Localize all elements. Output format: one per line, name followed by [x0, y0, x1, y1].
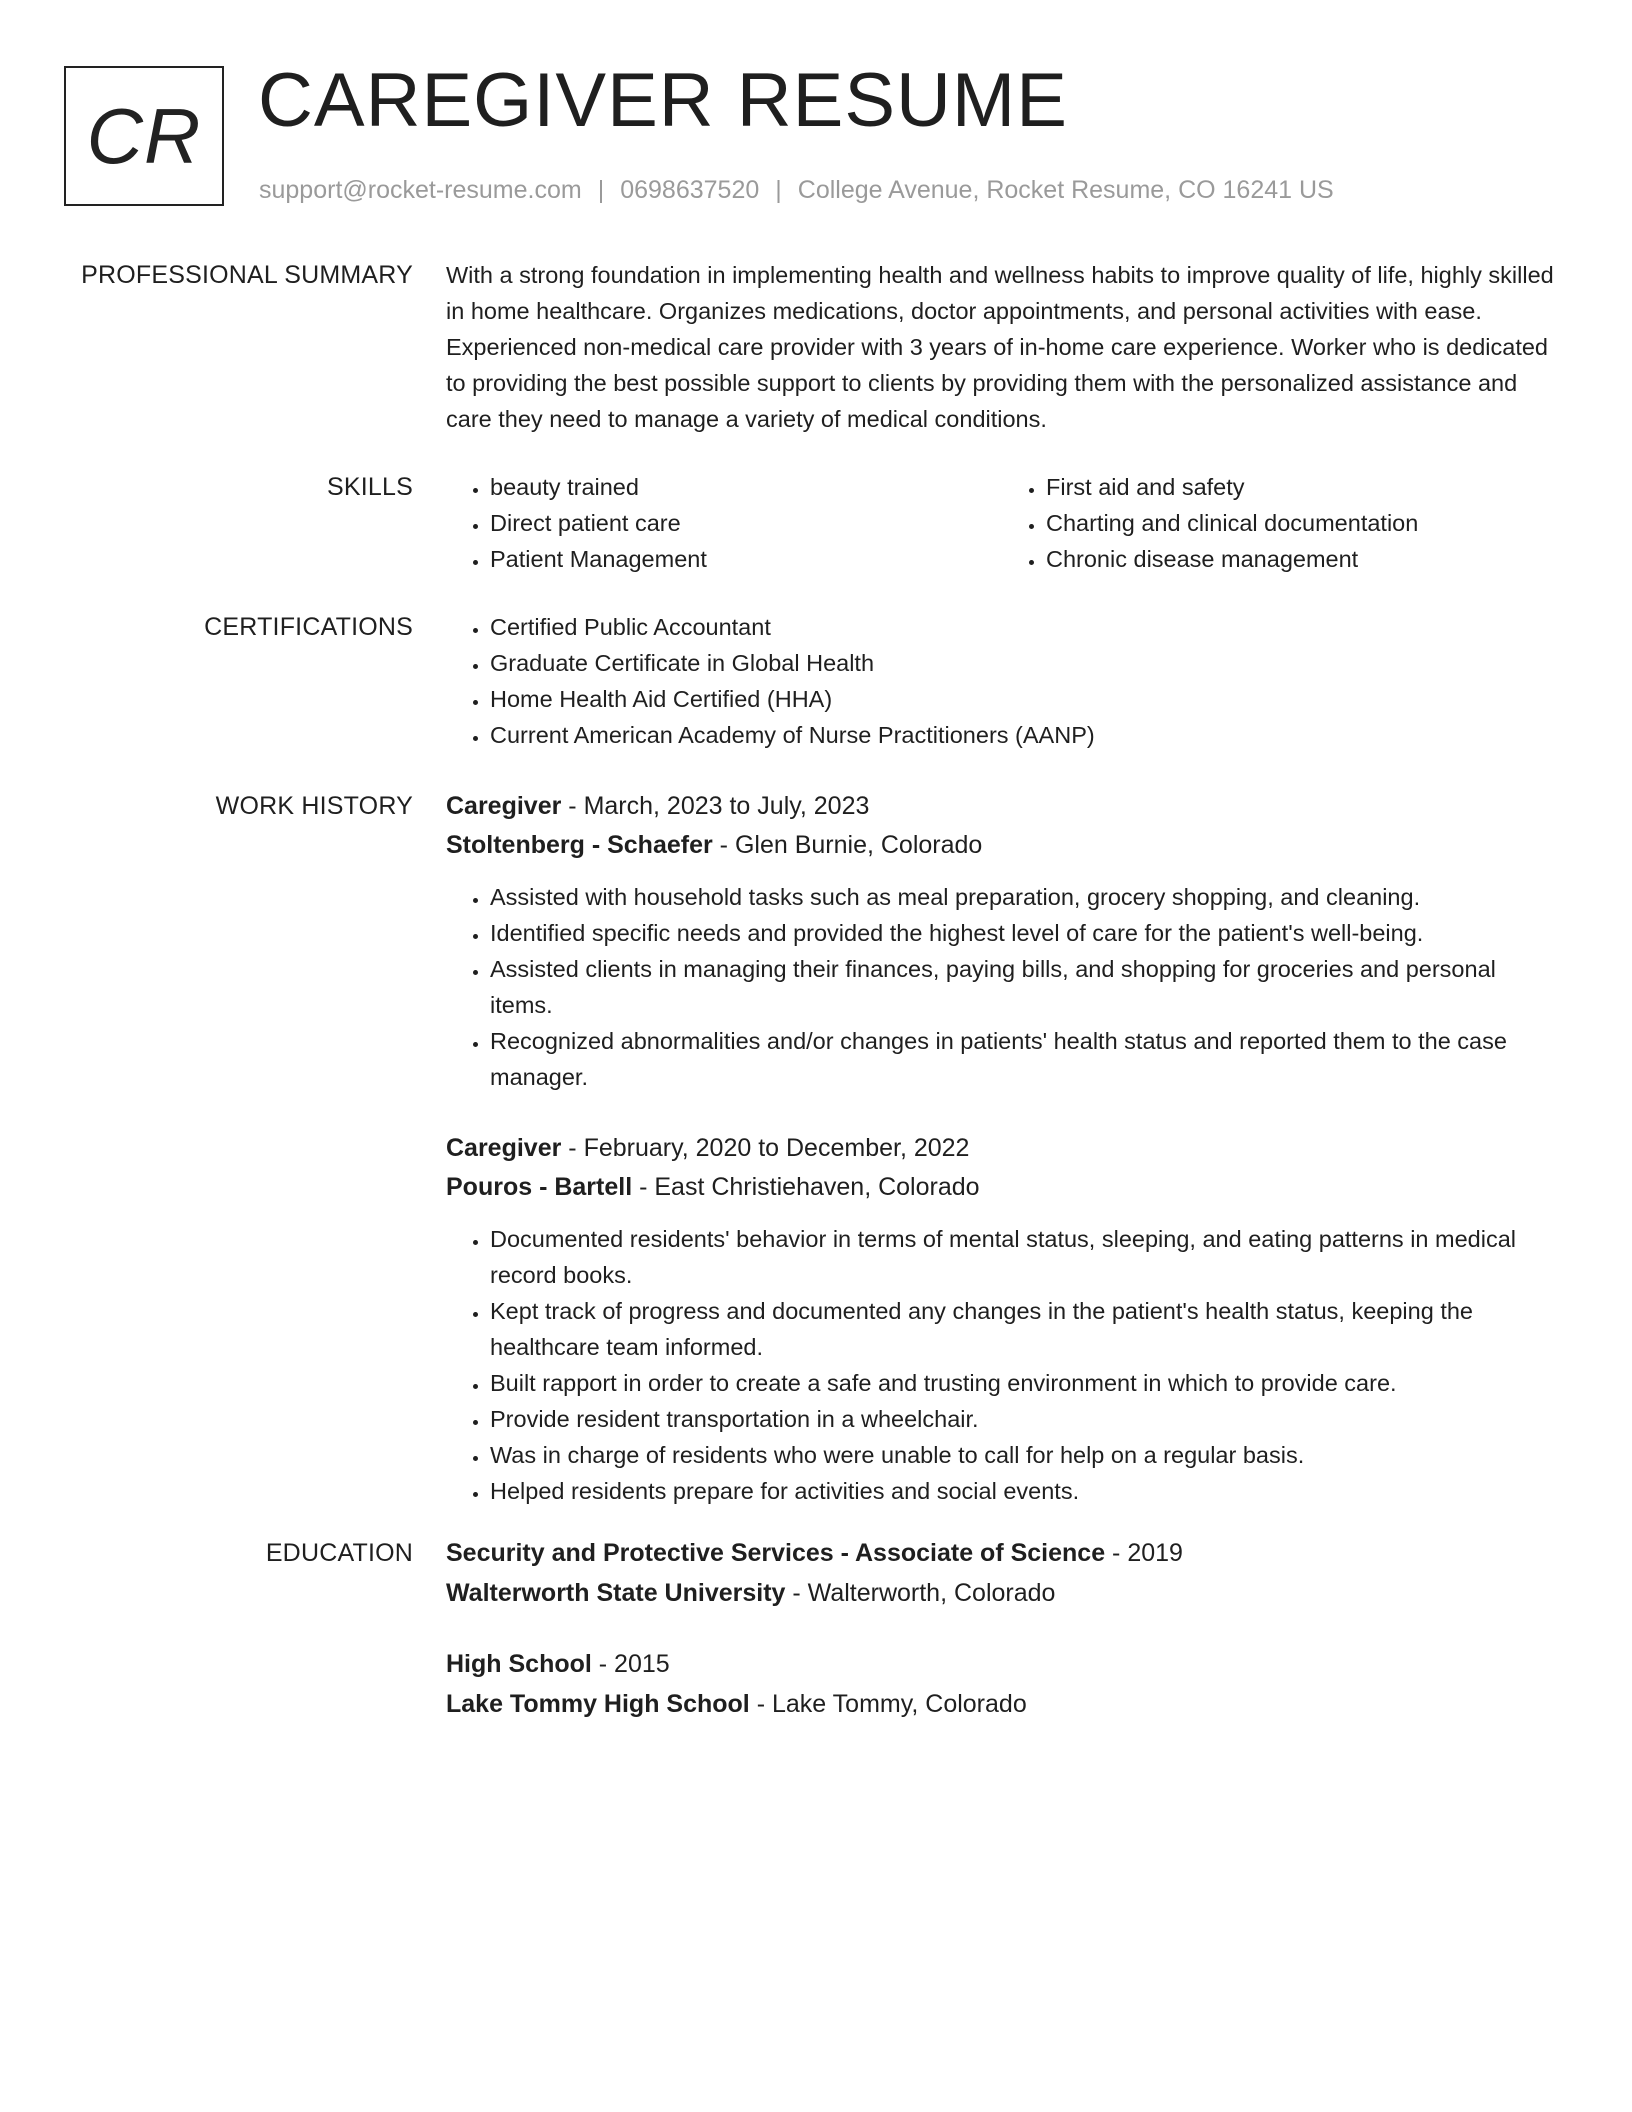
education-location: Lake Tommy, Colorado [771, 1690, 1027, 1718]
skill-item: • beauty trained [490, 469, 1002, 505]
education-entry [446, 1533, 1558, 1613]
job-bullet: • Provide resident transportation in a wheelchair. [490, 1401, 1558, 1437]
contact-address: College Avenue, Rocket Resume, CO 16241 US [797, 176, 1334, 204]
contact-separator: | [775, 176, 782, 204]
job-company: Stoltenberg - Schaefer [446, 831, 713, 859]
summary-label: PROFESSIONAL SUMMARY [81, 261, 413, 289]
education-school-line: Lake Tommy High School - Lake Tommy, Colorado [446, 1690, 1027, 1718]
job-bullets [446, 1221, 1558, 1509]
skills-list-left [446, 469, 1002, 577]
summary-body [446, 257, 1558, 437]
education-year: 2019 [1127, 1539, 1183, 1567]
education-degree: Security and Protective Services - Associate of Science [446, 1539, 1106, 1567]
job-bullet: • Assisted with household tasks such as meal preparation, grocery shopping, and cleaning. [490, 879, 1558, 915]
job-bullet: • Kept track of progress and documented any changes in the patient's health status, keeping the healthcare team informed. [490, 1293, 1558, 1365]
education-label: EDUCATION [265, 1539, 413, 1567]
job-location: Glen Burnie, Colorado [734, 831, 983, 859]
skills-body [446, 469, 1558, 577]
job-entry [446, 1129, 1558, 1509]
job-company-line: Pouros - Bartell - East Christiehaven, Colorado [446, 1173, 980, 1201]
resume-title: CAREGIVER RESUME [258, 58, 1068, 143]
job-title: Caregiver [446, 1134, 562, 1162]
job-company: Pouros - Bartell [446, 1173, 633, 1201]
skill-item: • Charting and clinical documentation [1046, 505, 1558, 541]
education-location: Walterworth, Colorado [807, 1579, 1056, 1607]
skill-item: • First aid and safety [1046, 469, 1558, 505]
job-company-line: Stoltenberg - Schaefer - Glen Burnie, Colorado [446, 831, 983, 859]
education-school: Lake Tommy High School [446, 1690, 750, 1718]
monogram-logo [64, 66, 224, 206]
contact-separator: | [597, 176, 605, 204]
skills-label: SKILLS [327, 473, 413, 501]
certifications-list [446, 609, 1558, 753]
certification-item: • Graduate Certificate in Global Health [490, 645, 1558, 681]
work-history-body [446, 787, 1558, 1509]
job-bullet: • Assisted clients in managing their finances, paying bills, and shopping for groceries and personal items. [490, 951, 1558, 1023]
job-bullets [446, 879, 1558, 1095]
job-bullet: • Documented residents' behavior in terms of mental status, sleeping, and eating patterns in medical record books. [490, 1221, 1558, 1293]
certifications-label: CERTIFICATIONS [204, 613, 413, 641]
certification-item: • Certified Public Accountant [490, 609, 1558, 645]
education-school-line: Walterworth State University - Walterworth, Colorado [446, 1579, 1056, 1607]
education-body [446, 1533, 1558, 1724]
certification-item: • Current American Academy of Nurse Practitioners (AANP) [490, 717, 1558, 753]
job-title-line: Caregiver - February, 2020 to December, 2022 [446, 1134, 970, 1162]
skill-item: • Direct patient care [490, 505, 1002, 541]
job-bullet: • Was in charge of residents who were unable to call for help on a regular basis. [490, 1437, 1558, 1473]
job-dates: February, 2020 to December, 2022 [583, 1134, 970, 1162]
skills-list-right [1002, 469, 1558, 577]
education-degree-line: High School - 2015 [446, 1650, 670, 1678]
education-year: 2015 [614, 1650, 670, 1678]
job-dates: March, 2023 to July, 2023 [583, 792, 870, 820]
monogram-text: CR [86, 91, 202, 180]
education-degree: High School [446, 1650, 592, 1678]
job-bullet: • Helped residents prepare for activities and social events. [490, 1473, 1558, 1509]
job-location: East Christiehaven, Colorado [654, 1173, 980, 1201]
certification-item: • Home Health Aid Certified (HHA) [490, 681, 1558, 717]
certifications-body [446, 609, 1558, 753]
summary-text: With a strong foundation in implementing health and wellness habits to improve quality of life, highly skilled in home healthcare. Organizes medications, doctor appointments, and personal activities with ease. Experienced non-medical care provider with 3 years of in-home care experience. Worker who is dedicated to providing the best possible support to clients by providing them with the personalized assistance and care they need to manage a variety of medical conditions. [446, 262, 1554, 432]
job-bullet: • Identified specific needs and provided the highest level of care for the patient's well-being. [490, 915, 1558, 951]
education-school: Walterworth State University [446, 1579, 786, 1607]
job-entry [446, 787, 1558, 1095]
skill-item: • Patient Management [490, 541, 1002, 577]
work-history-label: WORK HISTORY [215, 792, 413, 820]
skill-item: • Chronic disease management [1046, 541, 1558, 577]
job-bullet: • Built rapport in order to create a safe and trusting environment in which to provide care. [490, 1365, 1558, 1401]
contact-line [259, 172, 1334, 208]
job-title-line: Caregiver - March, 2023 to July, 2023 [446, 792, 870, 820]
education-degree-line: Security and Protective Services - Associate of Science - 2019 [446, 1539, 1183, 1567]
job-bullet: • Recognized abnormalities and/or changes in patients' health status and reported them to the case manager. [490, 1023, 1558, 1095]
contact-email: support@rocket-resume.com [259, 176, 582, 204]
job-title: Caregiver [446, 792, 562, 820]
contact-phone: 0698637520 [620, 176, 760, 204]
education-entry [446, 1644, 1558, 1724]
